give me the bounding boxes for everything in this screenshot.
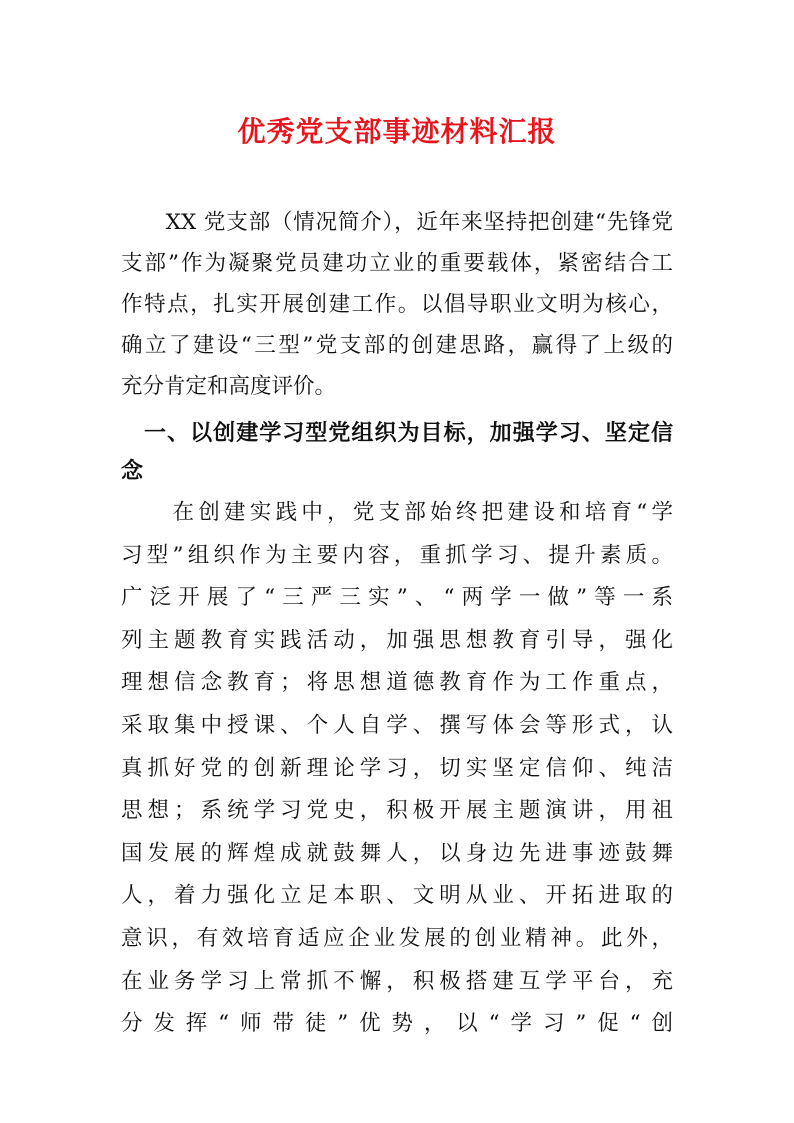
paragraph-line: 人，着力强化立足本职、文明从业、开拓进取的 (121, 883, 673, 909)
paragraph-line: 充分肯定和高度评价。 (121, 374, 337, 399)
paragraph-line: 作特点，扎实开展创建工作。以倡导职业文明为核心， (121, 292, 673, 317)
paragraph-line: 确立了建设“三型”党支部的创建思路，赢得了上级的 (121, 333, 673, 358)
heading-line: 一、以创建学习型党组织为目标，加强学习、坚定信 (121, 421, 673, 446)
paragraph-line: 在业务学习上常抓不懈，积极搭建互学平台，充 (121, 968, 673, 994)
paragraph-line: 意识，有效培育适应企业发展的创业精神。此外， (121, 925, 673, 951)
paragraph-line: 理想信念教育；将思想道德教育作为工作重点， (121, 670, 673, 696)
paragraph-line: 习型”组织作为主要内容，重抓学习、提升素质。 (121, 542, 673, 568)
document-title: 优秀党支部事迹材料汇报 (237, 115, 557, 148)
paragraph-line: 分发挥“师带徒”优势，以“学习”促“创 (121, 1011, 673, 1037)
paragraph-line: 在创建实践中，党支部始终把建设和培育“学 (121, 500, 673, 525)
paragraph-line: 思想；系统学习党史，积极开展主题演讲，用祖 (121, 798, 673, 824)
section-paragraph (121, 492, 673, 1046)
paragraph-line: XX 党支部（情况简介），近年来坚持把创建“先锋党 (121, 210, 673, 235)
paragraph-line: 真抓好党的创新理论学习，切实坚定信仰、纯洁 (121, 755, 673, 781)
heading-line: 念 (121, 459, 144, 484)
intro-paragraph (121, 202, 673, 407)
paragraph-line: 采取集中授课、个人自学、撰写体会等形式，认 (121, 712, 673, 738)
paragraph-line: 支部”作为凝聚党员建功立业的重要载体，紧密结合工 (121, 251, 673, 276)
paragraph-line: 列主题教育实践活动，加强思想教育引导，强化 (121, 627, 673, 653)
paragraph-line: 国发展的辉煌成就鼓舞人，以身边先进事迹鼓舞 (121, 840, 673, 866)
paragraph-line: 广泛开展了“三严三实”、“两学一做”等一系 (121, 585, 673, 611)
section-heading (121, 415, 673, 491)
